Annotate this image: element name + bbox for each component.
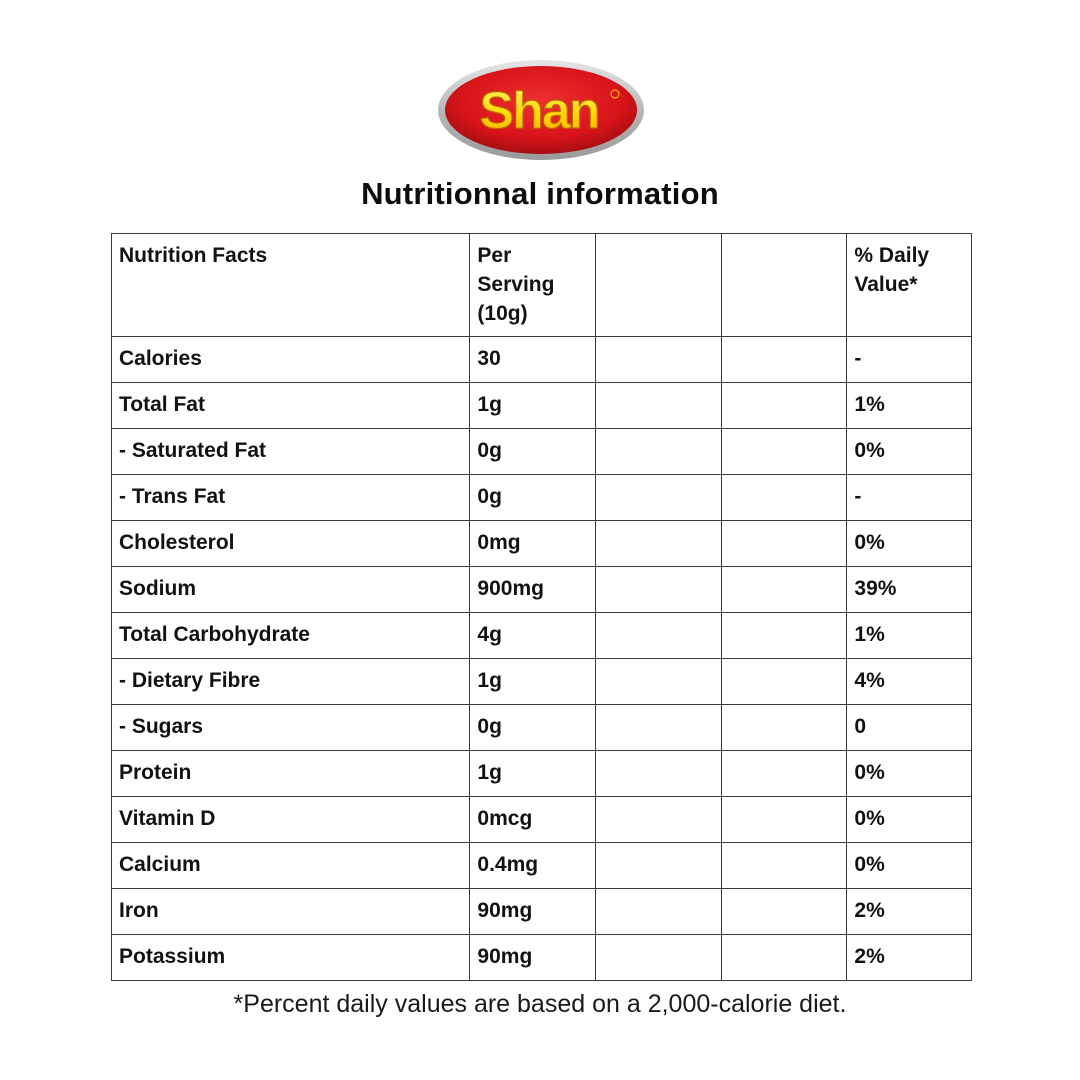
- header-daily-value-line: % Daily: [854, 244, 930, 267]
- nutrient-daily-value: 0%: [847, 797, 972, 843]
- empty-cell: [596, 475, 722, 521]
- empty-cell: [596, 337, 722, 383]
- header-per-serving: [470, 234, 596, 337]
- table-row: [112, 337, 972, 383]
- nutrient-amount: 4g: [470, 613, 596, 659]
- nutrient-name: Sodium: [112, 567, 470, 613]
- brand-logo: [436, 58, 646, 162]
- empty-cell: [596, 843, 722, 889]
- empty-cell: [721, 567, 847, 613]
- table-row: [112, 521, 972, 567]
- nutrient-amount: 1g: [470, 383, 596, 429]
- nutrient-daily-value: 39%: [847, 567, 972, 613]
- header-per-serving-line: Per: [477, 244, 512, 267]
- table-row: [112, 889, 972, 935]
- header-per-serving-line: (10g): [477, 302, 528, 325]
- empty-cell: [596, 383, 722, 429]
- nutrient-name: Potassium: [112, 935, 470, 981]
- empty-cell: [721, 429, 847, 475]
- empty-cell: [721, 797, 847, 843]
- empty-cell: [721, 475, 847, 521]
- empty-cell: [596, 751, 722, 797]
- nutrient-amount: 0mcg: [470, 797, 596, 843]
- nutrient-amount: 30: [470, 337, 596, 383]
- nutrient-daily-value: 0%: [847, 843, 972, 889]
- empty-cell: [596, 567, 722, 613]
- empty-cell: [721, 935, 847, 981]
- nutrient-amount: 0mg: [470, 521, 596, 567]
- empty-cell: [596, 935, 722, 981]
- nutrient-name: - Saturated Fat: [112, 429, 470, 475]
- nutrient-name: Cholesterol: [112, 521, 470, 567]
- nutrient-name: Total Carbohydrate: [112, 613, 470, 659]
- table-row: [112, 613, 972, 659]
- empty-cell: [721, 843, 847, 889]
- nutrient-daily-value: 1%: [847, 613, 972, 659]
- empty-cell: [721, 889, 847, 935]
- nutrient-amount: 900mg: [470, 567, 596, 613]
- empty-cell: [596, 705, 722, 751]
- header-per-serving-line: Serving: [477, 273, 555, 296]
- nutrient-amount: 90mg: [470, 889, 596, 935]
- empty-cell: [721, 751, 847, 797]
- nutrient-daily-value: 0%: [847, 751, 972, 797]
- nutrient-name: Calories: [112, 337, 470, 383]
- nutrient-name: Protein: [112, 751, 470, 797]
- table-row: [112, 383, 972, 429]
- empty-cell: [721, 705, 847, 751]
- nutrient-amount: 0g: [470, 429, 596, 475]
- empty-cell: [596, 659, 722, 705]
- table-row: [112, 843, 972, 889]
- empty-cell: [721, 521, 847, 567]
- nutrient-daily-value: 1%: [847, 383, 972, 429]
- nutrient-amount: 0g: [470, 475, 596, 521]
- table-header-row: [112, 234, 972, 337]
- empty-cell: [596, 613, 722, 659]
- nutrient-daily-value: 4%: [847, 659, 972, 705]
- header-daily-value-line: Value*: [854, 273, 918, 296]
- table-row: [112, 751, 972, 797]
- empty-cell: [596, 429, 722, 475]
- nutrient-name: - Trans Fat: [112, 475, 470, 521]
- header-daily-value: [847, 234, 972, 337]
- nutrition-table: [111, 233, 972, 981]
- table-row: [112, 935, 972, 981]
- empty-cell: [721, 337, 847, 383]
- table-row: [112, 705, 972, 751]
- nutrient-name: - Dietary Fibre: [112, 659, 470, 705]
- page-title: Nutritionnal information: [361, 176, 719, 211]
- empty-cell: [721, 659, 847, 705]
- table-row: [112, 475, 972, 521]
- nutrient-daily-value: -: [847, 337, 972, 383]
- empty-cell: [596, 234, 722, 337]
- nutrient-daily-value: 2%: [847, 889, 972, 935]
- nutrient-amount: 0g: [470, 705, 596, 751]
- empty-cell: [721, 613, 847, 659]
- nutrient-amount: 1g: [470, 659, 596, 705]
- empty-cell: [596, 521, 722, 567]
- header-nutrition-facts: Nutrition Facts: [112, 234, 470, 337]
- nutrient-daily-value: 0: [847, 705, 972, 751]
- nutrient-amount: 0.4mg: [470, 843, 596, 889]
- empty-cell: [596, 889, 722, 935]
- nutrient-name: - Sugars: [112, 705, 470, 751]
- nutrient-daily-value: -: [847, 475, 972, 521]
- nutrient-daily-value: 2%: [847, 935, 972, 981]
- nutrient-daily-value: 0%: [847, 429, 972, 475]
- nutrient-amount: 1g: [470, 751, 596, 797]
- nutrient-daily-value: 0%: [847, 521, 972, 567]
- empty-cell: [721, 383, 847, 429]
- table-row: [112, 797, 972, 843]
- nutrient-name: Iron: [112, 889, 470, 935]
- empty-cell: [596, 797, 722, 843]
- table-row: [112, 567, 972, 613]
- table-row: [112, 429, 972, 475]
- nutrient-name: Vitamin D: [112, 797, 470, 843]
- table-row: [112, 659, 972, 705]
- logo-text: Shan: [479, 82, 599, 140]
- nutrient-amount: 90mg: [470, 935, 596, 981]
- empty-cell: [721, 234, 847, 337]
- nutrient-name: Total Fat: [112, 383, 470, 429]
- footnote: *Percent daily values are based on a 2,000-calorie diet.: [233, 990, 847, 1018]
- nutrient-name: Calcium: [112, 843, 470, 889]
